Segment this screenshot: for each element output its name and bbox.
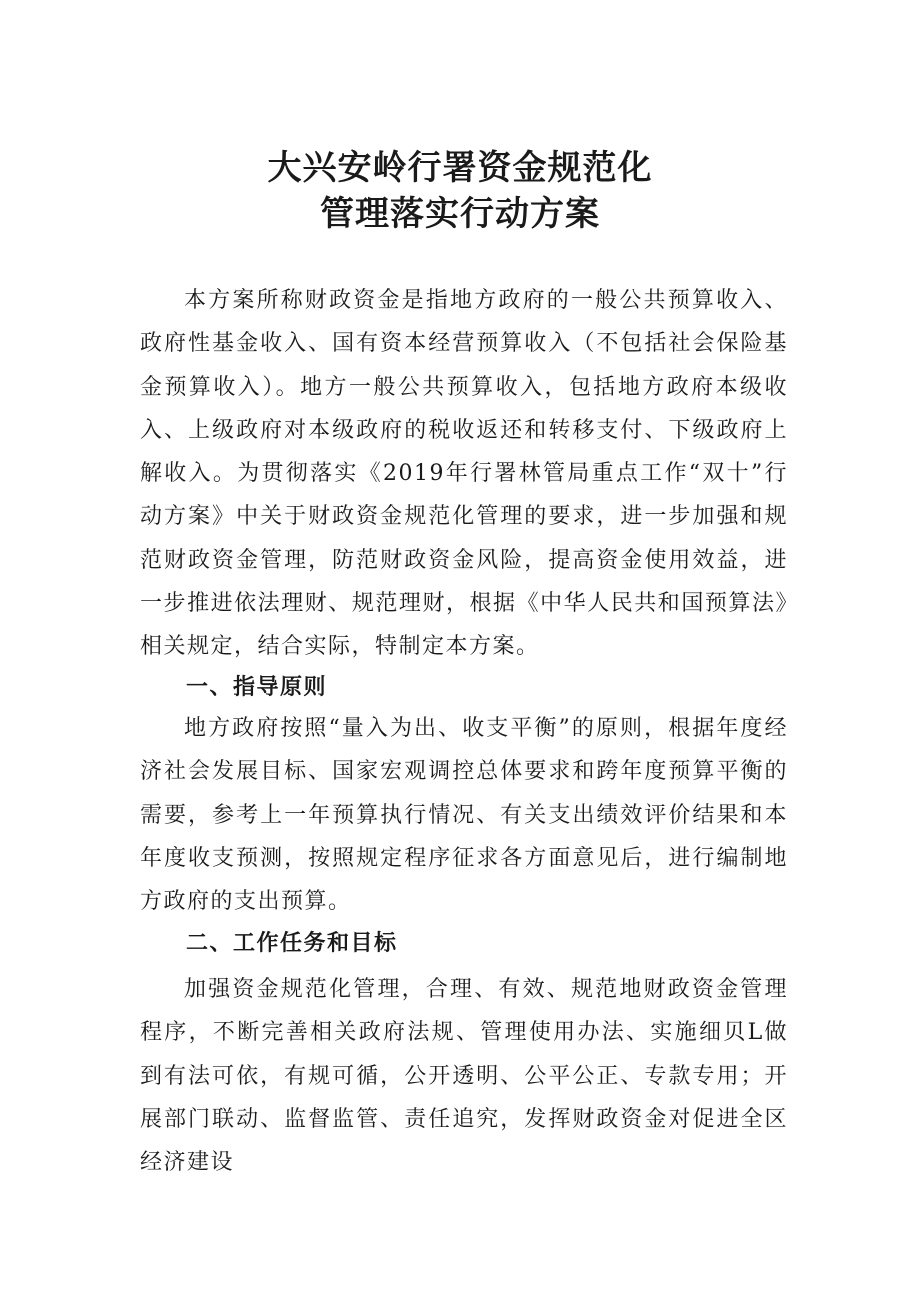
intro-paragraph: 本方案所称财政资金是指地方政府的一般公共预算收入、政府性基金收入、国有资本经营预算收入（不包括社会保险基金预算收入）。地方一般公共预算收入，包括地方政府本级收入、上级政府对本级政府的税收返还和转移支付、下级政府上解收入。为贯彻落实《2019年行署林管局重点工作“双十”行动方案》中关于财政资金规范化管理的要求，进一步加强和规范财政资金管理，防范财政资金风险，提高资金使用效益，进一步推进依法理财、规范理财，根据《中华人民共和国预算法》相关规定，结合实际，特制定本方案。 xyxy=(140,288,788,660)
section-heading-guiding-principles: 一、指导原则 xyxy=(186,675,328,700)
document-title-line-2: 管理落实行动方案 xyxy=(320,194,600,234)
section-heading-tasks-and-goals: 二、工作任务和目标 xyxy=(186,931,398,956)
document-title-line-1: 大兴安岭行署资金规范化 xyxy=(267,148,653,188)
section-body-tasks-and-goals: 加强资金规范化管理，合理、有效、规范地财政资金管理程序，不断完善相关政府法规、管理使用办法、实施细贝L做到有法可依，有规可循，公开透明、公平公正、专款专用；开展部门联动、监督监管、责任追究，发挥财政资金对促进全区经济建设 xyxy=(140,977,788,1176)
section-body-guiding-principles: 地方政府按照“量入为出、收支平衡”的原则，根据年度经济社会发展目标、国家宏观调控总体要求和跨年度预算平衡的需要，参考上一年预算执行情况、有关支出绩效评价结果和本年度收支预测，按照规定程序征求各方面意见后，进行编制地方政府的支出预算。 xyxy=(140,716,788,915)
